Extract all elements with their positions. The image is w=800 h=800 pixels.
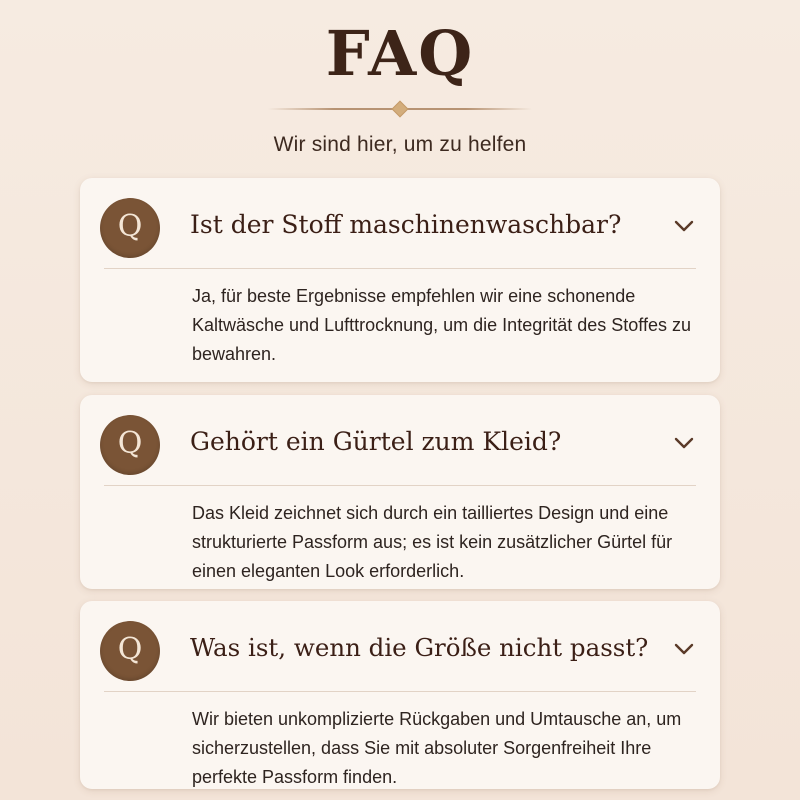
question-badge: [100, 415, 160, 475]
question-badge: [100, 198, 160, 258]
chevron-down-icon[interactable]: [672, 214, 696, 238]
chevron-down-icon[interactable]: [672, 431, 696, 455]
chevron-down-icon[interactable]: [672, 637, 696, 661]
question-badge-letter: Q: [117, 632, 143, 667]
question-answer-divider: [104, 691, 696, 692]
faq-item[interactable]: [80, 395, 720, 589]
question-badge: [100, 621, 160, 681]
question-answer-divider: [104, 485, 696, 486]
faq-question[interactable]: Was ist, wenn die Größe nicht passt?: [190, 633, 649, 662]
faq-item[interactable]: [80, 601, 720, 789]
faq-question[interactable]: Ist der Stoff maschinenwaschbar?: [190, 210, 622, 239]
faq-answer: Das Kleid zeichnet sich durch ein tailliertes Design und eine strukturierte Passform aus; es ist kein zusätzlicher Gürtel für einen eleganten Look erforderlich.: [192, 503, 673, 581]
question-badge-letter: Q: [117, 209, 143, 244]
diamond-icon: [392, 101, 409, 118]
page-title: FAQ: [325, 17, 475, 90]
faq-answer: Ja, für beste Ergebnisse empfehlen wir eine schonende Kaltwäsche und Lufttrocknung, um die Integrität des Stoffes zu bewahren.: [192, 286, 691, 364]
faq-item[interactable]: [80, 178, 720, 382]
page-subtitle: Wir sind hier, um zu helfen: [273, 133, 527, 156]
faq-question[interactable]: Gehört ein Gürtel zum Kleid?: [190, 427, 562, 456]
question-badge-letter: Q: [117, 426, 143, 461]
faq-answer: Wir bieten unkomplizierte Rückgaben und Umtausche an, um sicherzustellen, dass Sie mit absoluter Sorgenfreiheit Ihre perfekte Passform finden.: [192, 709, 682, 787]
faq-header: [0, 0, 800, 175]
question-answer-divider: [104, 268, 696, 269]
